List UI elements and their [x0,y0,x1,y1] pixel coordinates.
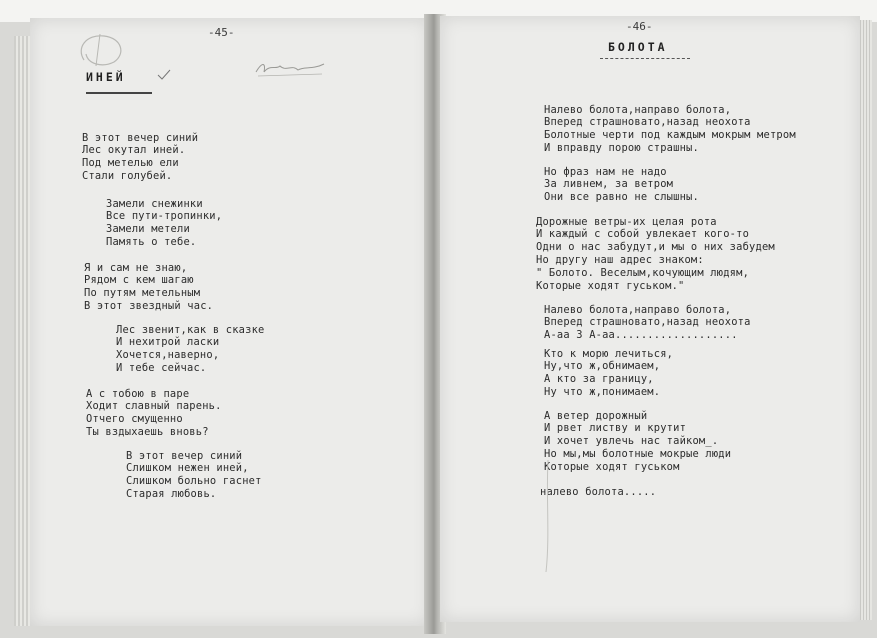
handwritten-signature [252,56,332,80]
checkmark-icon [156,68,172,82]
poem-stanza: Лес звенит,как в сказке И нехитрой ласки Хочется,наверно, И тебе сейчас. [116,323,265,374]
poem-stanza: Кто к морю лечиться, Ну,что ж,обнимаем, А кто за границу, Ну что ж,понимаем. [544,347,674,398]
poem-stanza: Налево болота,направо болота, Вперед страшновато,назад неохота А-аа З А-аа................... [544,303,751,342]
poem-stanza: В этот вечер синий Лес окутал иней. Под метелью ели Стали голубей. [82,131,199,182]
poem-stanza: налево болота..... [540,485,657,498]
page-number-left: -45- [208,26,235,39]
poem-stanza: Я и сам не знаю, Рядом с кем шагаю По путям метельным В этот звездный час. [84,261,214,312]
poem-stanza: Но фраз нам не надо За ливнем, за ветром Они все равно не слышны. [544,165,699,204]
poem-stanza: В этот вечер синий Слишком нежен иней, Слишком больно гаснет Старая любовь. [126,449,262,500]
page-number-right: -46- [626,20,653,33]
poem-stanza: А с тобою в паре Ходит славный парень. Отчего смущенно Ты вздыхаешь вновь? [86,387,222,438]
right-page [440,16,860,622]
poem-stanza: Дорожные ветры-их целая рота И каждый с собой увлекает кого-то Одни о нас забудут,и мы о них забудем Но другу наш адрес знаком: " Болото. Веселым,кочующим людям, Которые ходят гуськом." [536,215,775,292]
poem-stanza: А ветер дорожный И рвет листву и крутит И хочет увлечь нас тайком_. Но мы,мы болотные мокрые люди Которые ходят гуськом [544,409,732,473]
poem-stanza: Замели снежинки Все пути-тропинки, Замели метели Память о тебе. [106,197,223,248]
poem-title-left: ИНЕЙ [86,70,126,84]
pencil-scribble-mark [74,30,130,70]
title-underline-right [600,58,690,59]
poem-title-right: БОЛОТА [608,40,668,54]
right-page-edges [858,20,872,620]
poem-stanza: Налево болота,направо болота, Вперед страшновато,назад неохота Болотные черти под каждым мокрым метром И вправду порою страшны. [544,103,796,154]
pencil-stroke-mark [532,456,572,576]
left-page [30,18,430,626]
title-underline-left [86,92,152,94]
